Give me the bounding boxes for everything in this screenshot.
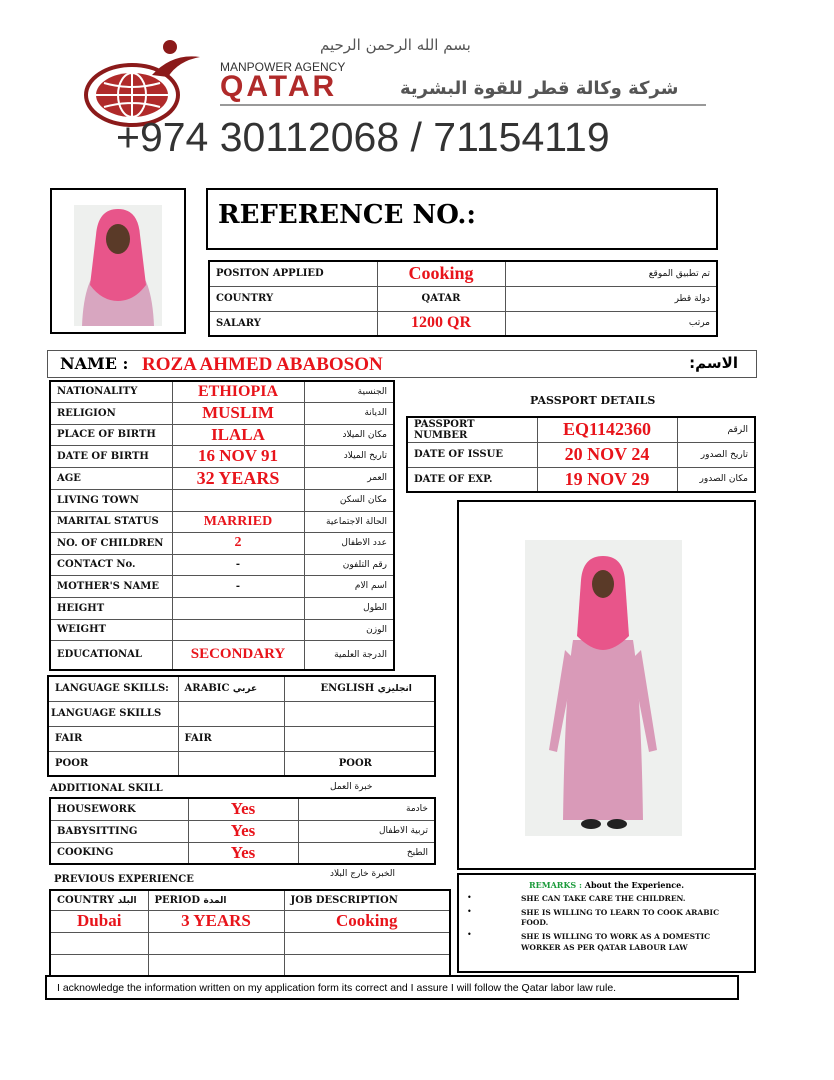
- arabic-column-arabic: عربي: [232, 684, 258, 695]
- personal-row: [50, 532, 394, 554]
- passport-number-label: PASSPORT NUMBER: [407, 417, 537, 442]
- issue-date-value: 20 NOV 24: [537, 442, 677, 467]
- nationality-label: NATIONALITY: [50, 381, 172, 402]
- position-row: [209, 261, 717, 286]
- full-body-photo: [525, 540, 682, 836]
- remarks-subtitle: About the Experience.: [584, 880, 685, 890]
- children-value: 2: [172, 532, 304, 554]
- height-arabic: الطول: [304, 597, 394, 619]
- cooking-label: COOKING: [50, 842, 188, 864]
- language-header-row: [48, 676, 435, 701]
- additional-skill-title: ADDITIONAL SKILL: [50, 783, 163, 794]
- previous-experience-title: PREVIOUS EXPERIENCE: [54, 874, 194, 885]
- education-arabic: الدرجة العلمية: [304, 640, 394, 670]
- job-column-header: JOB DESCRIPTION: [284, 890, 450, 910]
- expiry-date-value: 19 NOV 29: [537, 467, 677, 492]
- country-column-header: [50, 890, 148, 910]
- language-row: [48, 751, 435, 776]
- skill-row: [50, 842, 435, 864]
- reference-box: [206, 188, 718, 250]
- experience-country: Dubai: [50, 910, 148, 932]
- personal-row: [50, 554, 394, 575]
- expiry-date-arabic: مكان الصدور: [677, 467, 755, 492]
- weight-value: [172, 619, 304, 640]
- marital-status-arabic: الحالة الاجتماعية: [304, 511, 394, 532]
- age-label: AGE: [50, 467, 172, 489]
- personal-row: [50, 402, 394, 424]
- housework-value: Yes: [188, 798, 298, 820]
- weight-label: WEIGHT: [50, 619, 172, 640]
- english-poor-value: POOR: [284, 751, 435, 776]
- experience-row: [50, 910, 450, 932]
- country-label: COUNTRY: [209, 286, 377, 311]
- period-column-arabic: المدة: [203, 895, 227, 906]
- position-table: [208, 260, 718, 337]
- contact-arabic: رقم التلفون: [304, 554, 394, 575]
- english-column-header: [284, 676, 435, 701]
- height-label: HEIGHT: [50, 597, 172, 619]
- passport-row: [407, 467, 755, 492]
- agency-name-arabic: شركة وكالة قطر للقوة البشرية: [400, 78, 679, 99]
- babysitting-arabic: تربية الاطفال: [298, 820, 435, 842]
- remarks-bullet: •: [467, 893, 472, 902]
- reference-label: REFERENCE NO.:: [218, 200, 476, 230]
- cooking-value: Yes: [188, 842, 298, 864]
- personal-row: [50, 381, 394, 402]
- phone-number: +974 30112068 / 71154119: [116, 114, 610, 160]
- children-arabic: عدد الاطفال: [304, 532, 394, 554]
- personal-row: [50, 489, 394, 511]
- personal-row: [50, 619, 394, 640]
- mother-name-arabic: اسم الام: [304, 575, 394, 597]
- remarks-bullet: •: [467, 930, 472, 939]
- passport-row: [407, 442, 755, 467]
- cooking-arabic: الطبخ: [298, 842, 435, 864]
- country-value: QATAR: [377, 286, 505, 311]
- housework-label: HOUSEWORK: [50, 798, 188, 820]
- position-value: Cooking: [377, 261, 505, 286]
- personal-row: [50, 597, 394, 619]
- experience-period: 3 YEARS: [148, 910, 284, 932]
- passport-table: [406, 416, 756, 493]
- babysitting-label: BABYSITTING: [50, 820, 188, 842]
- country-row: [209, 286, 717, 311]
- religion-arabic: الديانة: [304, 402, 394, 424]
- acknowledgement-text: I acknowledge the information written on my application form its correct and I assure I will follow the Qatar labor law rule.: [57, 982, 617, 994]
- passport-row: [407, 417, 755, 442]
- experience-row: [50, 954, 450, 976]
- personal-row: [50, 424, 394, 445]
- name-value: ROZA AHMED ABABOSON: [142, 354, 383, 375]
- living-town-arabic: مكان السكن: [304, 489, 394, 511]
- height-value: [172, 597, 304, 619]
- personal-row: [50, 511, 394, 532]
- expiry-date-label: DATE OF EXP.: [407, 467, 537, 492]
- portrait-photo: [74, 205, 162, 326]
- agency-name-big: QATAR: [220, 70, 338, 103]
- language-skills-label: LANGUAGE SKILLS: [48, 701, 178, 726]
- language-row: [48, 726, 435, 751]
- salary-row: [209, 311, 717, 336]
- country-arabic: دولة قطر: [505, 286, 717, 311]
- language-table: [47, 675, 436, 777]
- experience-row: [50, 932, 450, 954]
- education-label: EDUCATIONAL: [50, 640, 172, 670]
- children-label: NO. OF CHILDREN: [50, 532, 172, 554]
- arabic-column-header: [178, 676, 284, 701]
- language-row: [48, 701, 435, 726]
- remarks-title: [529, 880, 684, 890]
- experience-job: Cooking: [284, 910, 450, 932]
- previous-experience-title-arabic: الخبرة خارج البلاد: [330, 869, 395, 879]
- date-of-birth-value: 16 NOV 91: [172, 445, 304, 467]
- contact-value: -: [172, 554, 304, 575]
- babysitting-value: Yes: [188, 820, 298, 842]
- name-arabic: الاسم:: [689, 354, 738, 372]
- acknowledgement-box: [45, 975, 739, 1000]
- name-bar: [47, 350, 757, 378]
- additional-skill-title-arabic: خبرة العمل: [330, 782, 373, 792]
- remark-item: SHE IS WILLING TO WORK AS A DOMESTIC WORKER AS PER QATAR LABOUR LAW: [521, 932, 711, 952]
- issue-date-arabic: تاريخ الصدور: [677, 442, 755, 467]
- place-of-birth-arabic: مكان الميلاد: [304, 424, 394, 445]
- name-label: NAME :: [60, 354, 129, 373]
- passport-number-arabic: الرقم: [677, 417, 755, 442]
- salary-label: SALARY: [209, 311, 377, 336]
- contact-label: CONTACT No.: [50, 554, 172, 575]
- skill-row: [50, 820, 435, 842]
- age-arabic: العمر: [304, 467, 394, 489]
- portrait-photo-frame: [50, 188, 186, 334]
- remarks-box: [457, 873, 756, 973]
- full-photo-frame: [457, 500, 756, 870]
- nationality-value: ETHIOPIA: [172, 381, 304, 402]
- country-column-arabic: البلد: [117, 895, 137, 906]
- personal-table: [49, 380, 395, 671]
- experience-table: [49, 889, 451, 977]
- place-of-birth-value: ILALA: [172, 424, 304, 445]
- passport-title: PASSPORT DETAILS: [530, 394, 656, 407]
- period-column-header: [148, 890, 284, 910]
- header-underline: [220, 104, 706, 106]
- nationality-arabic: الجنسية: [304, 381, 394, 402]
- living-town-label: LIVING TOWN: [50, 489, 172, 511]
- salary-value: 1200 QR: [377, 311, 505, 336]
- mother-name-value: -: [172, 575, 304, 597]
- mother-name-label: MOTHER'S NAME: [50, 575, 172, 597]
- education-value: SECONDARY: [172, 640, 304, 670]
- housework-arabic: خادمة: [298, 798, 435, 820]
- date-of-birth-arabic: تاريخ الميلاد: [304, 445, 394, 467]
- personal-row: [50, 467, 394, 489]
- country-column-label: COUNTRY: [57, 894, 115, 906]
- period-column-label: PERIOD: [154, 894, 201, 906]
- skills-table: [49, 797, 436, 865]
- remark-item: SHE IS WILLING TO LEARN TO COOK ARABIC FOOD.: [521, 908, 720, 927]
- marital-status-value: MARRIED: [172, 511, 304, 532]
- personal-row: [50, 640, 394, 670]
- bismillah: بسم الله الرحمن الرحيم: [320, 36, 471, 54]
- living-town-value: [172, 489, 304, 511]
- age-value: 32 YEARS: [172, 467, 304, 489]
- weight-arabic: الوزن: [304, 619, 394, 640]
- arabic-fair-value: FAIR: [178, 726, 284, 751]
- experience-header-row: [50, 890, 450, 910]
- poor-label: POOR: [48, 751, 178, 776]
- remarks-label: REMARKS :: [529, 880, 582, 890]
- place-of-birth-label: PLACE OF BIRTH: [50, 424, 172, 445]
- language-header-label: LANGUAGE SKILLS:: [48, 676, 178, 701]
- religion-value: MUSLIM: [172, 402, 304, 424]
- english-column-arabic: انجليزي: [377, 684, 412, 695]
- passport-number-value: EQ1142360: [537, 417, 677, 442]
- personal-row: [50, 445, 394, 467]
- english-column-label: ENGLISH: [320, 683, 375, 695]
- skill-row: [50, 798, 435, 820]
- salary-arabic: مرتب: [505, 311, 717, 336]
- fair-label: FAIR: [48, 726, 178, 751]
- position-label: POSITON APPLIED: [209, 261, 377, 286]
- personal-row: [50, 575, 394, 597]
- position-arabic: تم تطبيق الموقع: [505, 261, 717, 286]
- remark-item: SHE CAN TAKE CARE THE CHILDREN.: [521, 894, 686, 903]
- marital-status-label: MARITAL STATUS: [50, 511, 172, 532]
- date-of-birth-label: DATE OF BIRTH: [50, 445, 172, 467]
- remarks-bullet: •: [467, 907, 472, 916]
- agency-name-small: MANPOWER AGENCY: [220, 60, 346, 74]
- issue-date-label: DATE OF ISSUE: [407, 442, 537, 467]
- religion-label: RELIGION: [50, 402, 172, 424]
- arabic-column-label: ARABIC: [184, 683, 230, 695]
